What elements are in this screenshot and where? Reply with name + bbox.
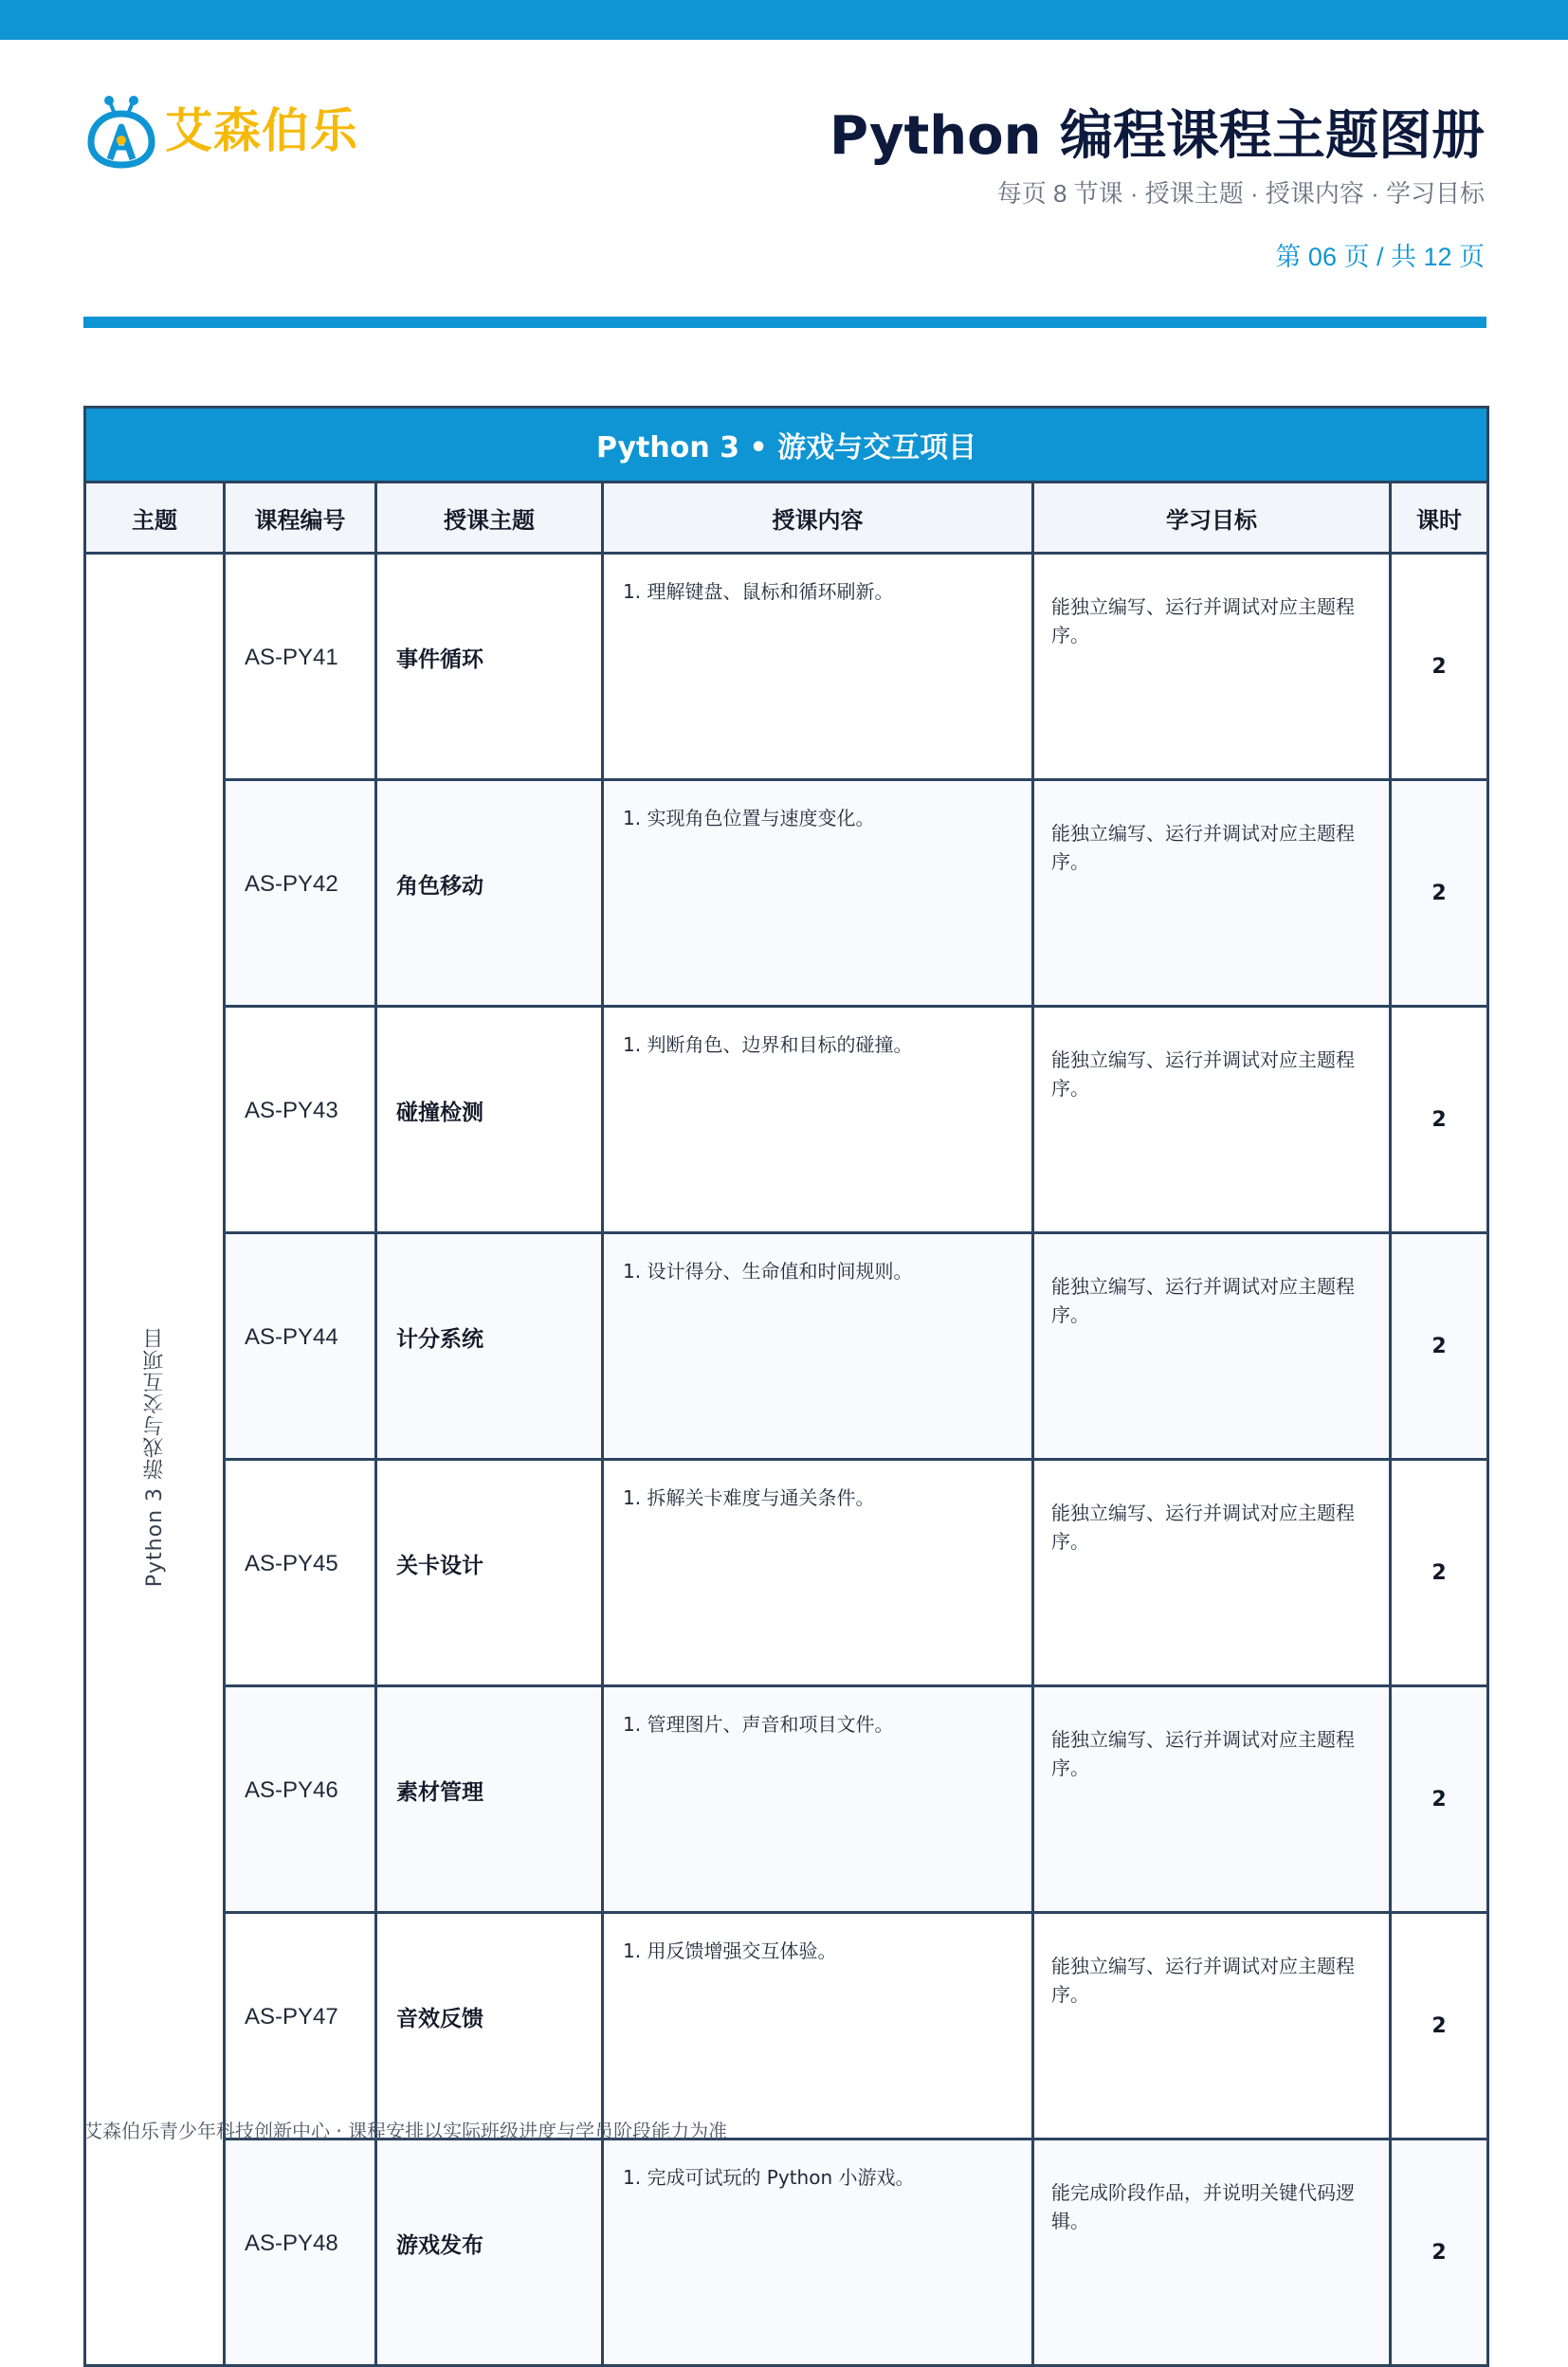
- page-number-indicator: 第 06 页 / 共 12 页: [1275, 243, 1485, 272]
- column-header-goal: 学习目标: [1033, 483, 1391, 554]
- course-table: [83, 406, 1489, 2367]
- course-hours: 2: [1391, 1913, 1488, 2139]
- course-code: AS-PY41: [225, 554, 376, 780]
- course-content: 1. 完成可试玩的 Python 小游戏。: [603, 2139, 1033, 2366]
- column-header-code: 课程编号: [225, 483, 376, 554]
- table-row: [85, 554, 1488, 780]
- table-row: [85, 1233, 1488, 1460]
- course-content: 1. 用反馈增强交互体验。: [603, 1913, 1033, 2139]
- course-subject: 游戏发布: [376, 2139, 603, 2366]
- table-row: [85, 1007, 1488, 1233]
- topic-label: Python 3 游戏与交互项目: [142, 1326, 167, 1588]
- course-goal: 能独立编写、运行并调试对应主题程序。: [1033, 1007, 1391, 1233]
- course-table-container: [83, 406, 1486, 2367]
- column-header-content: 授课内容: [603, 483, 1033, 554]
- course-goal: 能独立编写、运行并调试对应主题程序。: [1033, 1686, 1391, 1913]
- course-goal: 能独立编写、运行并调试对应主题程序。: [1033, 554, 1391, 780]
- table-row: [85, 1686, 1488, 1913]
- page-subtitle: 每页 8 节课 · 授课主题 · 授课内容 · 学习目标: [996, 179, 1485, 209]
- course-content: 1. 拆解关卡难度与通关条件。: [603, 1460, 1033, 1686]
- course-code: AS-PY45: [225, 1460, 376, 1686]
- course-hours: 2: [1391, 554, 1488, 780]
- course-content: 1. 判断角色、边界和目标的碰撞。: [603, 1007, 1033, 1233]
- course-goal: 能独立编写、运行并调试对应主题程序。: [1033, 1233, 1391, 1460]
- brand-logo: [83, 93, 358, 169]
- course-hours: 2: [1391, 1460, 1488, 1686]
- course-hours: 2: [1391, 1233, 1488, 1460]
- table-row: [85, 1913, 1488, 2139]
- course-subject: 关卡设计: [376, 1460, 603, 1686]
- document-header: [830, 106, 1485, 273]
- course-code: AS-PY43: [225, 1007, 376, 1233]
- course-subject: 音效反馈: [376, 1913, 603, 2139]
- course-content: 1. 实现角色位置与速度变化。: [603, 780, 1033, 1007]
- course-goal: 能完成阶段作品，并说明关键代码逻辑。: [1033, 2139, 1391, 2366]
- course-subject: 素材管理: [376, 1686, 603, 1913]
- course-content: 1. 设计得分、生命值和时间规则。: [603, 1233, 1033, 1460]
- robot-logo-icon: [83, 93, 159, 169]
- table-caption: Python 3 • 游戏与交互项目: [85, 408, 1488, 483]
- course-code: AS-PY47: [225, 1913, 376, 2139]
- brand-name: 艾森伯乐: [165, 103, 358, 158]
- course-hours: 2: [1391, 780, 1488, 1007]
- course-hours: 2: [1391, 1686, 1488, 1913]
- course-code: AS-PY42: [225, 780, 376, 1007]
- table-row: [85, 2139, 1488, 2366]
- topic-cell: [85, 554, 225, 2366]
- table-row: [85, 1460, 1488, 1686]
- course-hours: 2: [1391, 1007, 1488, 1233]
- page-title: Python 编程课程主题图册: [829, 105, 1485, 167]
- course-content: 1. 管理图片、声音和项目文件。: [603, 1686, 1033, 1913]
- course-code: AS-PY48: [225, 2139, 376, 2366]
- course-subject: 角色移动: [376, 780, 603, 1007]
- table-row: [85, 780, 1488, 1007]
- course-code: AS-PY46: [225, 1686, 376, 1913]
- column-header-hours: 课时: [1391, 483, 1488, 554]
- footer-note: 艾森伯乐青少年科技创新中心 · 课程安排以实际班级进度与学员阶段能力为准: [83, 2120, 728, 2142]
- course-hours: 2: [1391, 2139, 1488, 2366]
- course-code: AS-PY44: [225, 1233, 376, 1460]
- column-header-subject: 授课主题: [376, 483, 603, 554]
- course-content: 1. 理解键盘、鼠标和循环刷新。: [603, 554, 1033, 780]
- course-subject: 计分系统: [376, 1233, 603, 1460]
- header-divider: [83, 317, 1486, 328]
- course-goal: 能独立编写、运行并调试对应主题程序。: [1033, 1913, 1391, 2139]
- column-header-topic: 主题: [85, 483, 225, 554]
- course-goal: 能独立编写、运行并调试对应主题程序。: [1033, 780, 1391, 1007]
- course-goal: 能独立编写、运行并调试对应主题程序。: [1033, 1460, 1391, 1686]
- top-accent-bar: [0, 0, 1568, 40]
- course-subject: 事件循环: [376, 554, 603, 780]
- course-subject: 碰撞检测: [376, 1007, 603, 1233]
